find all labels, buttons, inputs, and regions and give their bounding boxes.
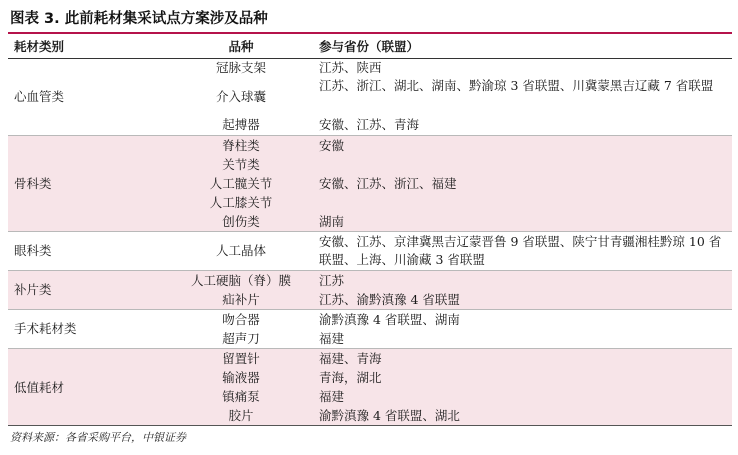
group-cardiovascular <box>8 59 732 135</box>
group-surgical <box>8 310 732 348</box>
item-label: 创伤类 <box>222 214 260 229</box>
category-label: 眼科类 <box>14 243 52 258</box>
provinces-text: 青海，湖北 <box>319 370 382 385</box>
item-label: 吻合器 <box>222 312 260 327</box>
group-patch <box>8 271 732 309</box>
group-low-value <box>8 349 732 425</box>
item-label: 留置针 <box>222 351 260 366</box>
item-label: 人工硬脑（脊）膜 <box>190 273 291 288</box>
provinces-text: 福建 <box>319 331 345 346</box>
provinces-text: 安徽、江苏、浙江、福建 <box>319 176 457 191</box>
provinces-text: 福建 <box>319 389 345 404</box>
item-label: 疝补片 <box>222 292 260 307</box>
bottom-rule <box>8 425 732 426</box>
provinces-text: 江苏 <box>319 273 345 288</box>
item-label: 起搏器 <box>222 117 260 132</box>
header-item: 品种 <box>228 39 254 54</box>
provinces-text: 湖南 <box>319 214 345 229</box>
header-category: 耗材类别 <box>14 39 65 54</box>
provinces-text: 渝黔滇豫 4 省联盟、湖南 <box>319 312 460 327</box>
category-label: 骨科类 <box>14 176 52 191</box>
category-label: 补片类 <box>14 282 52 297</box>
item-label: 人工晶体 <box>215 243 266 258</box>
item-label: 超声刀 <box>222 331 260 346</box>
title-rule <box>8 32 732 34</box>
item-label: 人工髋关节 <box>209 176 273 191</box>
header-provinces: 参与省份（联盟） <box>319 39 420 54</box>
group-ophthalmic <box>8 232 732 270</box>
group-orthopedic <box>8 136 732 231</box>
item-label: 介入球囊 <box>215 89 266 104</box>
item-label: 人工膝关节 <box>209 195 273 210</box>
source-note: 资料来源：各省采购平台，中银证券 <box>10 431 186 444</box>
provinces-text: 安徽、江苏、京津冀黑吉辽蒙晋鲁 9 省联盟、陕宁甘青疆湘桂黔琼 10 省联盟、上海、川渝藏 3 省联盟 <box>319 234 722 267</box>
table-header <box>8 36 732 58</box>
provinces-text: 江苏、陕西 <box>319 60 382 75</box>
provinces-text: 福建、青海 <box>319 351 382 366</box>
figure-title: 图表 3. 此前耗材集采试点方案涉及品种 <box>10 11 268 27</box>
provinces-text: 安徽、江苏、青海 <box>319 117 420 132</box>
provinces-text: 江苏、渝黔滇豫 4 省联盟 <box>319 292 460 307</box>
provinces-text: 安徽 <box>319 138 345 153</box>
category-label: 低值耗材 <box>14 380 65 395</box>
item-label: 输液器 <box>222 370 260 385</box>
item-label: 关节类 <box>222 157 260 172</box>
item-label: 镇痛泵 <box>222 389 260 404</box>
category-label: 手术耗材类 <box>14 321 77 336</box>
item-label: 胶片 <box>228 408 254 423</box>
provinces-text: 江苏、浙江、湖北、湖南、黔渝琼 3 省联盟、川冀蒙黑吉辽藏 7 省联盟 <box>319 78 714 93</box>
provinces-text: 渝黔滇豫 4 省联盟、湖北 <box>319 408 460 423</box>
item-label: 冠脉支架 <box>215 60 266 75</box>
category-label: 心血管类 <box>14 89 65 104</box>
item-label: 脊柱类 <box>222 138 260 153</box>
